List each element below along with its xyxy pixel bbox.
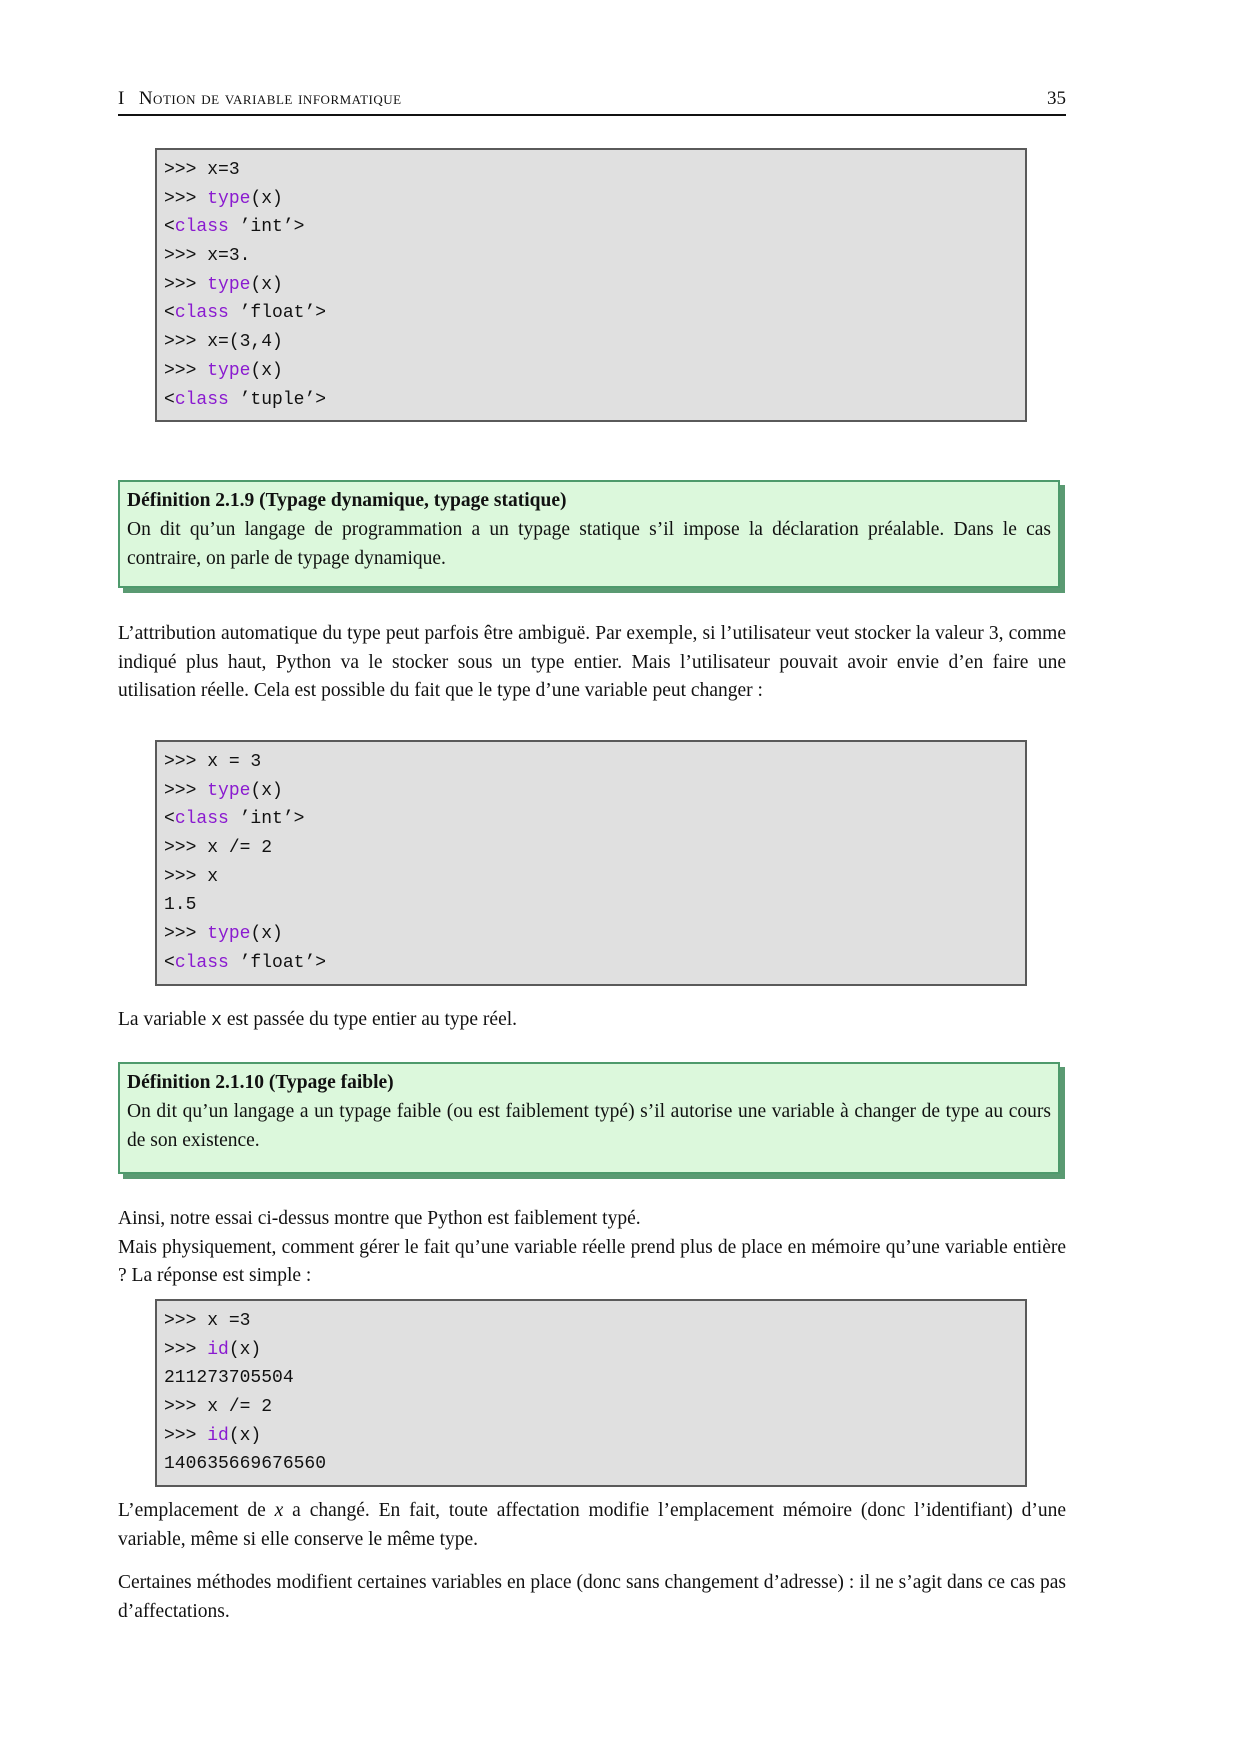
code-block-2: [155, 740, 1027, 986]
code-block-1: [155, 148, 1027, 422]
code-line: >>> type(x): [164, 360, 283, 381]
definition-title: Définition 2.1.10 (Typage faible): [127, 1072, 394, 1093]
inline-code: x: [211, 1011, 222, 1031]
code-line: >>> x =3: [164, 1311, 251, 1331]
chapter-heading: [118, 88, 402, 110]
definition-box-2-1-10: [118, 1062, 1060, 1174]
definition-title: Définition 2.1.9 (Typage dynamique, typage statique): [127, 490, 567, 511]
definition-body: On dit qu’un langage de programmation a un typage statique s’il impose la déclaration préalable. Dans le cas contraire, on parle de typage dynamique.: [127, 519, 1051, 569]
code-line: 211273705504: [164, 1368, 294, 1389]
code-line: <class ’int’>: [164, 217, 305, 238]
definition-body: On dit qu’un langage a un typage faible (ou est faiblement typé) s’il autorise une variable à changer de type au cours de son existence.: [127, 1101, 1051, 1151]
code-line: <class ’float’>: [164, 303, 327, 324]
code-line: >>> type(x): [164, 188, 283, 209]
code-block-3: [155, 1299, 1027, 1487]
paragraph-line: Ainsi, notre essai ci-dessus montre que Python est faiblement typé.: [118, 1208, 641, 1229]
code-line: >>> x /= 2: [164, 838, 273, 859]
paragraph-type-change: La variable x est passée du type entier au type réel.: [118, 1009, 518, 1031]
code-line: 1.5: [164, 895, 197, 916]
code-line: >>> id(x): [164, 1425, 262, 1446]
code-line: <class ’tuple’>: [164, 389, 327, 410]
code-line: >>> id(x): [164, 1339, 262, 1360]
code-line: >>> x: [164, 866, 219, 887]
chapter-number: I: [118, 88, 125, 109]
code-line: >>> type(x): [164, 924, 283, 945]
paragraph-memory-location: L’emplacement de x a changé. En fait, toute affectation modifie l’emplacement mémoire (donc l’identifiant) d’une variable, même si elle conserve le même type.: [118, 1500, 1066, 1550]
code-line: >>> type(x): [164, 780, 283, 801]
code-line: >>> type(x): [164, 274, 283, 295]
paragraph-ambiguity: L’attribution automatique du type peut parfois être ambiguë. Par exemple, si l’utilisateur veut stocker la valeur 3, comme indiqué plus haut, Python va le stocker sous un type entier. Mais l’utilisateur pouvait avoir envie d’en faire une utilisation réelle. Cela est possible du fait que le type d’une variable peut changer :: [118, 623, 1066, 702]
code-line: >>> x=3.: [164, 246, 251, 267]
code-line: 140635669676560: [164, 1454, 327, 1475]
chapter-title: Notion de variable informatique: [138, 88, 402, 109]
page-number: 35: [1047, 88, 1066, 109]
definition-box-2-1-9: [118, 480, 1060, 588]
math-variable: x: [274, 1500, 284, 1521]
code-line: <class ’float’>: [164, 952, 327, 973]
code-line: >>> x = 3: [164, 752, 262, 772]
paragraph-weak-typing: [118, 1205, 1066, 1291]
running-header: [118, 88, 1066, 116]
code-line: >>> x=3: [164, 160, 240, 180]
code-line: >>> x /= 2: [164, 1397, 273, 1418]
paragraph-line: Mais physiquement, comment gérer le fait qu’une variable réelle prend plus de place en mémoire qu’une variable entière ? La réponse est simple :: [118, 1236, 1066, 1287]
paragraph-in-place-methods: Certaines méthodes modifient certaines variables en place (donc sans changement d’adresse) : il ne s’agit dans ce cas pas d’affectations.: [118, 1572, 1066, 1622]
code-line: >>> x=(3,4): [164, 332, 283, 353]
code-line: <class ’int’>: [164, 809, 305, 830]
